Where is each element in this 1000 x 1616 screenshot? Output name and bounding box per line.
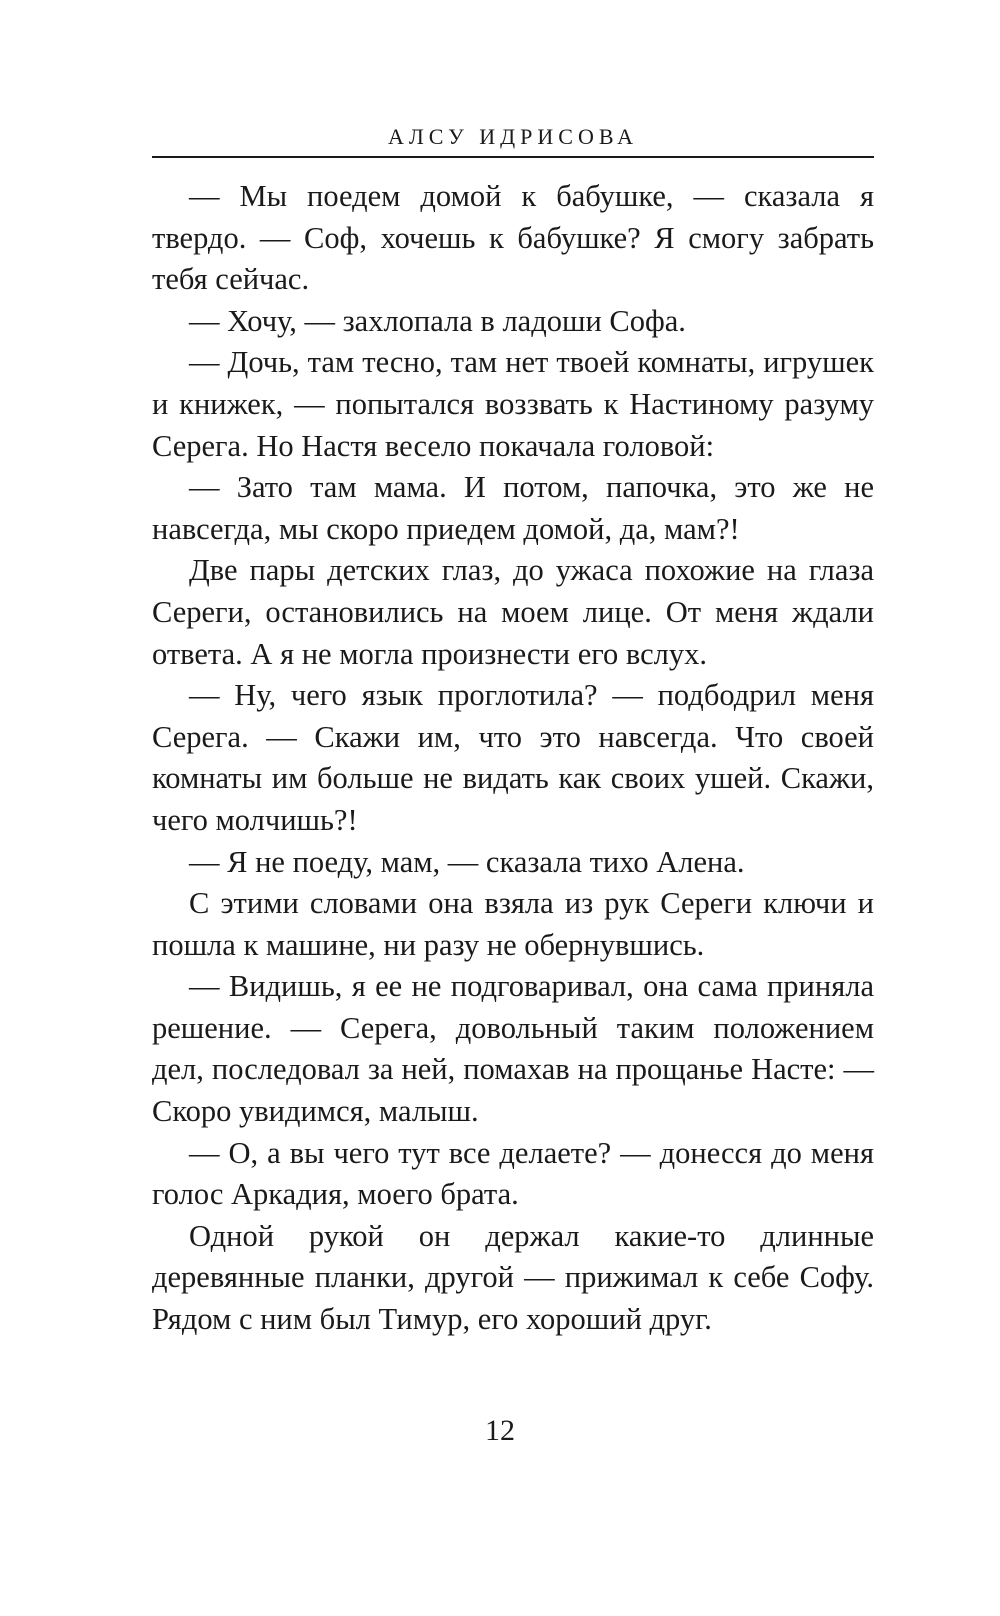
page-number: 12 [485,1414,515,1447]
paragraph: — Дочь, там тесно, там нет твоей комнаты, игрушек и книжек, — попытался воззвать к Настиному разуму Серега. Но Настя весело покачала головой: [152,345,874,463]
header-rule [152,156,874,158]
paragraph: — Видишь, я ее не подговаривал, она сама приняла решение. — Серега, довольный таким положением дел, последовал за ней, помахав на прощанье Насте: — Скоро увидимся, малыш. [152,969,874,1129]
paragraph: Две пары детских глаз, до ужаса похожие на глаза Сереги, остановились на моем лице. От меня ждали ответа. А я не могла произнести его вслух. [152,553,874,671]
paragraph: Одной рукой он держал какие-то длинные деревянные планки, другой — прижимал к себе Софу. Рядом с ним был Тимур, его хороший друг. [152,1218,874,1337]
body-text [152,176,874,1341]
paragraph: — Я не поеду, мам, — сказала тихо Алена. [189,844,745,879]
paragraph: — Хочу, — захлопала в ладоши Софа. [189,303,686,338]
paragraph: — О, а вы чего тут все делаете? — донесся до меня голос Аркадия, моего брата. [152,1135,874,1212]
paragraph: — Мы поедем домой к бабушке, — сказала я твердо. — Соф, хочешь к бабушке? Я смогу забрать тебя сейчас. [152,179,874,297]
running-head-author: АЛСУ ИДРИСОВА [387,124,639,149]
paragraph: — Зато там мама. И потом, папочка, это же не навсегда, мы скоро приедем домой, да, мам?! [152,470,874,546]
paragraph: — Ну, чего язык проглотила? — подбодрил меня Серега. — Скажи им, что это навсегда. Что своей комнаты им больше не видать как своих ушей. Скажи, чего молчишь?! [152,678,874,837]
paragraph: С этими словами она взяла из рук Сереги ключи и пошла к машине, ни разу не обернувшись. [152,886,874,962]
